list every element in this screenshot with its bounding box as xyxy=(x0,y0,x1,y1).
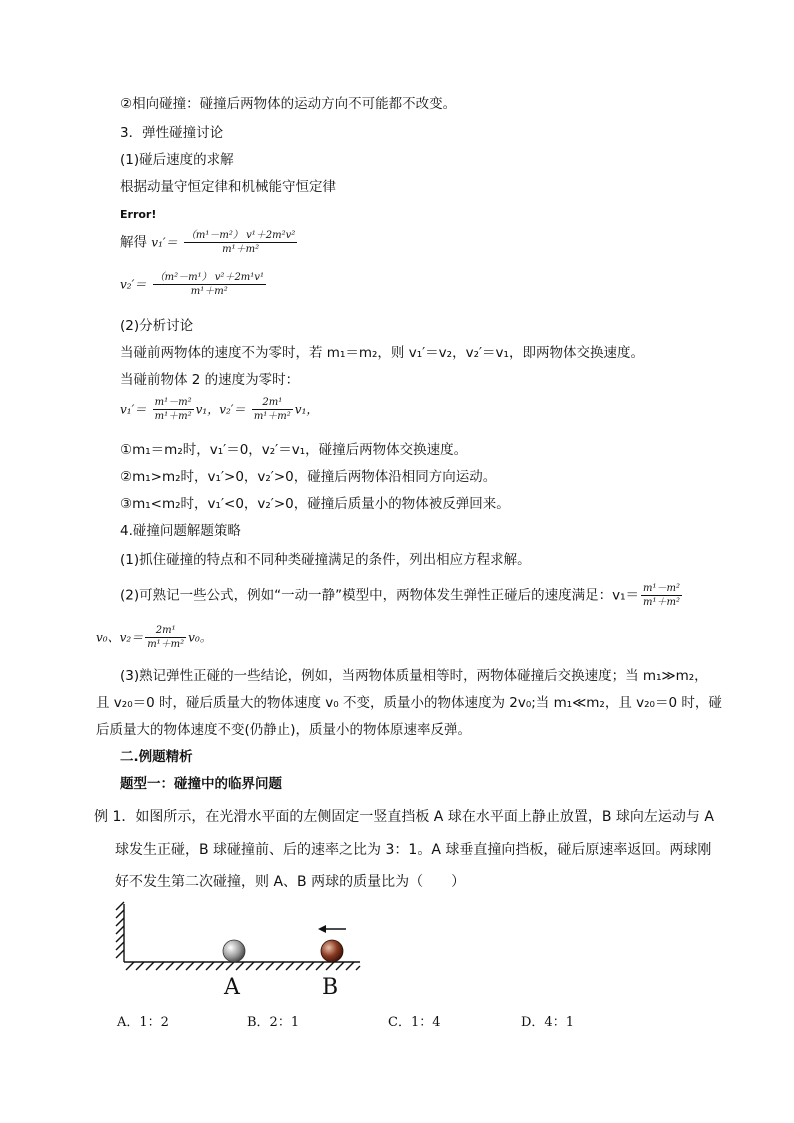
case-equal-mass: ①m₁＝m₂时，v₁′＝0，v₂′＝v₁，碰撞后两物体交换速度。 xyxy=(120,442,468,458)
subheading-post-velocity: (1)碰后速度的求解 xyxy=(120,152,234,168)
rest-fraction-2-num: 2m¹ xyxy=(252,396,293,410)
example-1-line1: 例 1．如图所示，在光滑水平面的左侧固定一竖直挡板 A 球在水平面上静止放置，B 球向左运动与 A xyxy=(94,809,714,825)
rest-fraction-2 xyxy=(252,396,293,423)
formula-rest-case xyxy=(120,396,318,423)
strategy-2b-num: 2m¹ xyxy=(145,624,186,638)
strategy-2b-fraction xyxy=(145,624,186,651)
case-greater-mass: ②m₁>m₂时，v₁′>0，v₂′>0，碰撞后两物体沿相同方向运动。 xyxy=(120,469,497,485)
rest-fraction-1-num: m¹－m² xyxy=(154,397,192,408)
label-b: B xyxy=(322,975,339,998)
v1-numerator: （m¹－m²） v¹＋2m²v² xyxy=(185,230,296,241)
collision-figure xyxy=(110,898,370,998)
v1-prime-label: v₁′＝ xyxy=(120,402,147,417)
rest-fraction-1-den: m¹＋m² xyxy=(154,411,192,422)
strategy-2-den: m¹＋m² xyxy=(643,597,680,608)
subheading-analysis: (2)分析讨论 xyxy=(120,318,194,334)
rest-fraction-1 xyxy=(153,396,194,423)
solve-label: 解得 xyxy=(120,234,147,251)
floor-ground xyxy=(124,962,360,970)
para-exchange-velocity: 当碰前两物体的速度不为零时，若 m₁＝m₂，则 v₁′＝v₂，v₂′＝v₁，即两物体交换速度。 xyxy=(120,345,644,361)
strategy-2-continued xyxy=(96,624,212,651)
option-a[interactable]: A．1：2 xyxy=(117,1015,169,1030)
example-1-line3: 好不发生第二次碰撞，则 A、B 两球的质量比为（ ） xyxy=(115,874,466,890)
ball-a xyxy=(223,940,245,962)
para-opposite-collision: ②相向碰撞：碰撞后两物体的运动方向不可能都不改变。 xyxy=(120,96,457,112)
para-conservation-laws: 根据动量守恒定律和机械能守恒定律 xyxy=(120,179,336,195)
v1-prime-symbol: v₁′＝ xyxy=(151,235,178,250)
para-object2-at-rest: 当碰前物体 2 的速度为零时： xyxy=(120,372,300,388)
v1-fraction xyxy=(184,229,297,256)
heading-elastic-discussion: 3．弹性碰撞讨论 xyxy=(120,125,224,141)
wall-barrier xyxy=(116,902,124,962)
rest-fraction-1-tail: v₁，v₂′＝ xyxy=(195,402,246,417)
option-d[interactable]: D．4：1 xyxy=(521,1015,574,1030)
strategy-1: (1)抓住碰撞的特点和不同种类碰撞满足的条件，列出相应方程求解。 xyxy=(120,552,531,568)
option-c[interactable]: C．1：4 xyxy=(388,1015,441,1030)
strategy-2 xyxy=(120,582,684,609)
formula-v1-prime xyxy=(120,229,299,256)
strategy-2b-den: m¹＋m² xyxy=(147,639,185,650)
v2-fraction xyxy=(153,271,266,298)
v2-prime-symbol: v₂′＝ xyxy=(120,277,147,292)
rest-fraction-2-den: m¹＋m² xyxy=(253,411,291,422)
strategy-2-fraction xyxy=(641,582,682,609)
strategy-3-line1: (3)熟记弹性正碰的一些结论，例如，当两物体质量相等时，两物体碰撞后交换速度；当 m₁≫m₂， xyxy=(120,668,708,684)
left-arrow-icon xyxy=(318,925,346,933)
option-b[interactable]: B．2：1 xyxy=(247,1015,300,1030)
example-1-line2: 球发生正碰，B 球碰撞前、后的速率之比为 3：1。A 球垂直撞向挡板，碰后原速率返回。两球刚 xyxy=(115,842,712,858)
formula-v2-prime xyxy=(120,271,268,298)
v2-denominator: m¹＋m² xyxy=(190,286,228,297)
case-smaller-mass: ③m₁<m₂时，v₁′<0，v₂′>0，碰撞后质量小的物体被反弹回来。 xyxy=(120,496,510,512)
section-examples: 二.例题精析 xyxy=(120,749,193,765)
v2-numerator: （m²－m¹） v²＋2m¹v¹ xyxy=(154,272,264,283)
rest-fraction-2-tail: v₁， xyxy=(294,402,319,417)
v1-denominator: m¹＋m² xyxy=(222,244,260,255)
ball-b xyxy=(321,940,343,962)
strategy-3-line3: 后质量大的物体速度不变(仍静止)，质量小的物体原速率反弹。 xyxy=(96,722,472,738)
error-marker: Error! xyxy=(120,208,157,221)
strategy-2b-head: v₀、v₂＝ xyxy=(96,630,144,645)
label-a: A xyxy=(224,975,240,998)
strategy-3-line2: 且 v₂₀＝0 时，碰后质量大的物体速度 v₀ 不变，质量小的物体速度为 2v₀;当 m₁≪m₂，且 v₂₀＝0 时，碰 xyxy=(96,695,722,711)
strategy-2-num: m¹－m² xyxy=(643,583,680,594)
question-type-1: 题型一：碰撞中的临界问题 xyxy=(120,776,282,792)
strategy-2-text: (2)可熟记一些公式，例如“一动一静”模型中，两物体发生弹性正碰后的速度满足：v₁＝ xyxy=(120,587,640,604)
strategy-2b-tail: v₀。 xyxy=(188,630,212,645)
heading-strategy: 4.碰撞问题解题策略 xyxy=(120,523,241,539)
